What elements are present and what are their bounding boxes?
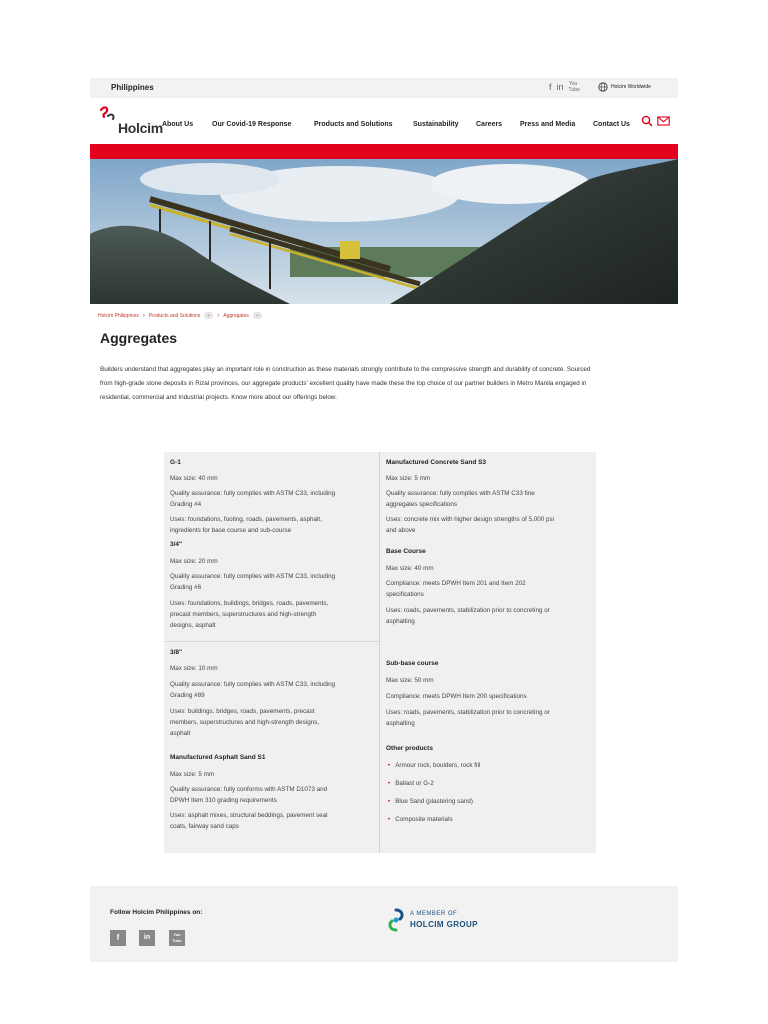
country-label: Philippines (111, 83, 154, 92)
member-of-label: A MEMBER OF (410, 911, 458, 917)
product-size-g1: Max size: 40 mm (170, 475, 218, 482)
qa-line: Quality assurance: fully conforms with ASTM D1073 and (170, 786, 328, 793)
qa-line: Compliance: meets DPWH Item 200 specifications (386, 693, 527, 700)
product-qa-concrete-sand (386, 488, 535, 510)
page (90, 78, 678, 962)
qa-line: Quality assurance: fully complies with ASTM C33 fine (386, 490, 535, 497)
product-title-asphalt-sand: Manufactured Asphalt Sand S1 (170, 754, 266, 761)
holcim-logo-text: Holcim (118, 120, 163, 136)
qa-line: specifications (386, 591, 424, 598)
facebook-icon[interactable]: f (110, 930, 126, 946)
qa-line: Grading #6 (170, 584, 202, 591)
uses-line: Uses: asphalt mixes, structural beddings, pavement seal (170, 812, 328, 819)
linkedin-icon[interactable]: in (139, 930, 155, 946)
chevron-right-icon: › (142, 312, 145, 319)
breadcrumb-products[interactable]: Products and Solutions (148, 312, 201, 319)
breadcrumb-aggregates[interactable]: Aggregates (223, 312, 249, 319)
nav-covid-response[interactable]: Our Covid-19 Response (212, 121, 292, 128)
product-title-base-course: Base Course (386, 548, 426, 555)
uses-line: and above (386, 527, 416, 534)
uses-line: members, superstructures and high-strength designs, (170, 719, 320, 726)
product-qa-3-4 (170, 571, 335, 593)
mail-icon[interactable] (657, 115, 670, 127)
breadcrumb (98, 312, 262, 319)
uses-line: Uses: concrete mix with higher design strengths of 5,000 psi (386, 516, 555, 523)
product-title-3-4: 3/4" (170, 541, 183, 548)
qa-line: Compliance: meets DPWH Item 201 and Item 202 (386, 580, 526, 587)
uses-line: asphalt (170, 730, 191, 737)
site-footer (90, 886, 678, 962)
holcim-logo[interactable] (98, 104, 163, 136)
qa-line: DPWH Item 310 grading requirements (170, 797, 277, 804)
breadcrumb-home[interactable]: Holcim Philippines (98, 312, 139, 319)
follow-label: Follow Holcim Philippines on: (110, 909, 203, 916)
product-size-3-4: Max size: 20 mm (170, 558, 218, 565)
facebook-icon[interactable]: f (549, 82, 552, 92)
product-uses-concrete-sand (386, 514, 554, 536)
uses-line: Uses: roads, pavements, stabilization prior to concreting or (386, 709, 550, 716)
product-size-concrete-sand: Max size: 5 mm (386, 475, 431, 482)
chevron-right-icon: › (217, 312, 220, 319)
uses-line: Uses: buildings, bridges, roads, pavements, precast (170, 708, 315, 715)
intro-paragraph (100, 363, 670, 405)
top-social-links (549, 81, 578, 93)
uses-line: Uses: roads, pavements, stabilization prior to concreting or (386, 607, 550, 614)
qa-line: Quality assurance: fully complies with ASTM C33, including (170, 573, 336, 580)
other-product-item: • Blue Sand (plastering sand) (388, 798, 473, 805)
linkedin-icon[interactable]: in (556, 82, 564, 92)
youtube-icon[interactable]: You Tube (568, 81, 580, 93)
product-title-g1: G-1 (170, 459, 181, 466)
product-uses-3-8 (170, 706, 319, 739)
product-uses-g1 (170, 514, 322, 536)
page-title: Aggregates (100, 330, 178, 346)
qa-line: Grading #89 (170, 692, 205, 699)
product-qa-subbase (386, 691, 527, 702)
product-qa-3-8 (170, 679, 335, 701)
holcim-group-badge (386, 908, 496, 934)
product-size-asphalt-sand: Max size: 5 mm (170, 771, 215, 778)
product-uses-asphalt-sand (170, 810, 328, 832)
product-title-concrete-sand: Manufactured Concrete Sand S3 (386, 459, 487, 466)
product-qa-asphalt-sand (170, 784, 327, 806)
other-product-item: • Composite materials (388, 816, 453, 823)
other-product-item: • Ballast or G-2 (388, 780, 434, 787)
brand-red-band (90, 144, 678, 159)
product-size-base-course: Max size: 40 mm (386, 565, 434, 572)
uses-line: precast members, superstructures and high-strength (170, 611, 317, 618)
top-bar (90, 78, 678, 98)
product-size-3-8: Max size: 10 mm (170, 665, 218, 672)
uses-line: asphalting (386, 618, 415, 625)
nav-contact-us[interactable]: Contact Us (593, 121, 630, 128)
holcim-group-label: HOLCIM GROUP (410, 920, 478, 929)
qa-line: aggregates specifications (386, 501, 458, 508)
site-header (90, 98, 678, 143)
uses-line: designs, asphalt (170, 622, 216, 629)
product-table (164, 452, 596, 853)
intro-line: residential, commercial and Industrial projects. Know more about our offerings below. (100, 394, 337, 401)
product-uses-3-4 (170, 598, 328, 631)
youtube-icon[interactable]: You Tube (169, 930, 185, 946)
product-qa-base-course (386, 578, 526, 600)
uses-line: Uses: foundations, footing, roads, pavements, asphalt, (170, 516, 322, 523)
nav-careers[interactable]: Careers (476, 121, 503, 128)
product-qa-g1 (170, 488, 335, 510)
product-title-3-8: 3/8" (170, 649, 183, 656)
nav-sustainability[interactable]: Sustainability (413, 121, 459, 128)
globe-icon (598, 82, 608, 92)
uses-line: ingredients for base course and sub-course (170, 527, 292, 534)
other-product-item: • Armour rock, boulders, rock fill (388, 762, 480, 769)
product-uses-subbase (386, 707, 550, 729)
holcim-worldwide-label: Holcim Worldwide (611, 84, 651, 90)
search-icon[interactable] (641, 115, 653, 127)
qa-line: Quality assurance: fully complies with ASTM C33, including (170, 490, 336, 497)
intro-line: from high-grade stone deposits in Rizal provinces, our aggregate products' excellent quality have made these the top choice of our partner builders in Metro Manila engaged in (100, 380, 587, 387)
holcim-logo-mark (98, 104, 120, 126)
nav-about-us[interactable]: About Us (162, 121, 194, 128)
holcim-group-logo-icon (386, 908, 406, 932)
uses-line: Uses: foundations, buildings, bridges, roads, pavements, (170, 600, 329, 607)
product-title-subbase: Sub-base course (386, 660, 439, 667)
aggregate-quarry-photo (90, 159, 678, 304)
product-uses-base-course (386, 605, 550, 627)
uses-line: asphalting (386, 720, 415, 727)
intro-line: Builders understand that aggregates play an important role in construction as these materials strongly contribute to the compressive strength and durability of concrete. Sourced (100, 366, 591, 373)
qa-line: Quality assurance: fully complies with ASTM C33, including (170, 681, 336, 688)
chevron-down-icon[interactable]: ⌄ (204, 312, 213, 319)
holcim-worldwide-link[interactable] (598, 82, 651, 92)
chevron-down-icon[interactable]: ⌄ (253, 312, 262, 319)
hero-image (90, 159, 678, 304)
nav-products-solutions[interactable]: Products and Solutions (314, 121, 393, 128)
qa-line: Grading #4 (170, 501, 202, 508)
column-divider (379, 452, 380, 853)
product-title-other: Other products (386, 745, 433, 752)
product-size-subbase: Max size: 50 mm (386, 677, 434, 684)
nav-press-media[interactable]: Press and Media (520, 121, 576, 128)
uses-line: coats, fairway sand caps (170, 823, 239, 830)
row-divider (164, 641, 379, 642)
